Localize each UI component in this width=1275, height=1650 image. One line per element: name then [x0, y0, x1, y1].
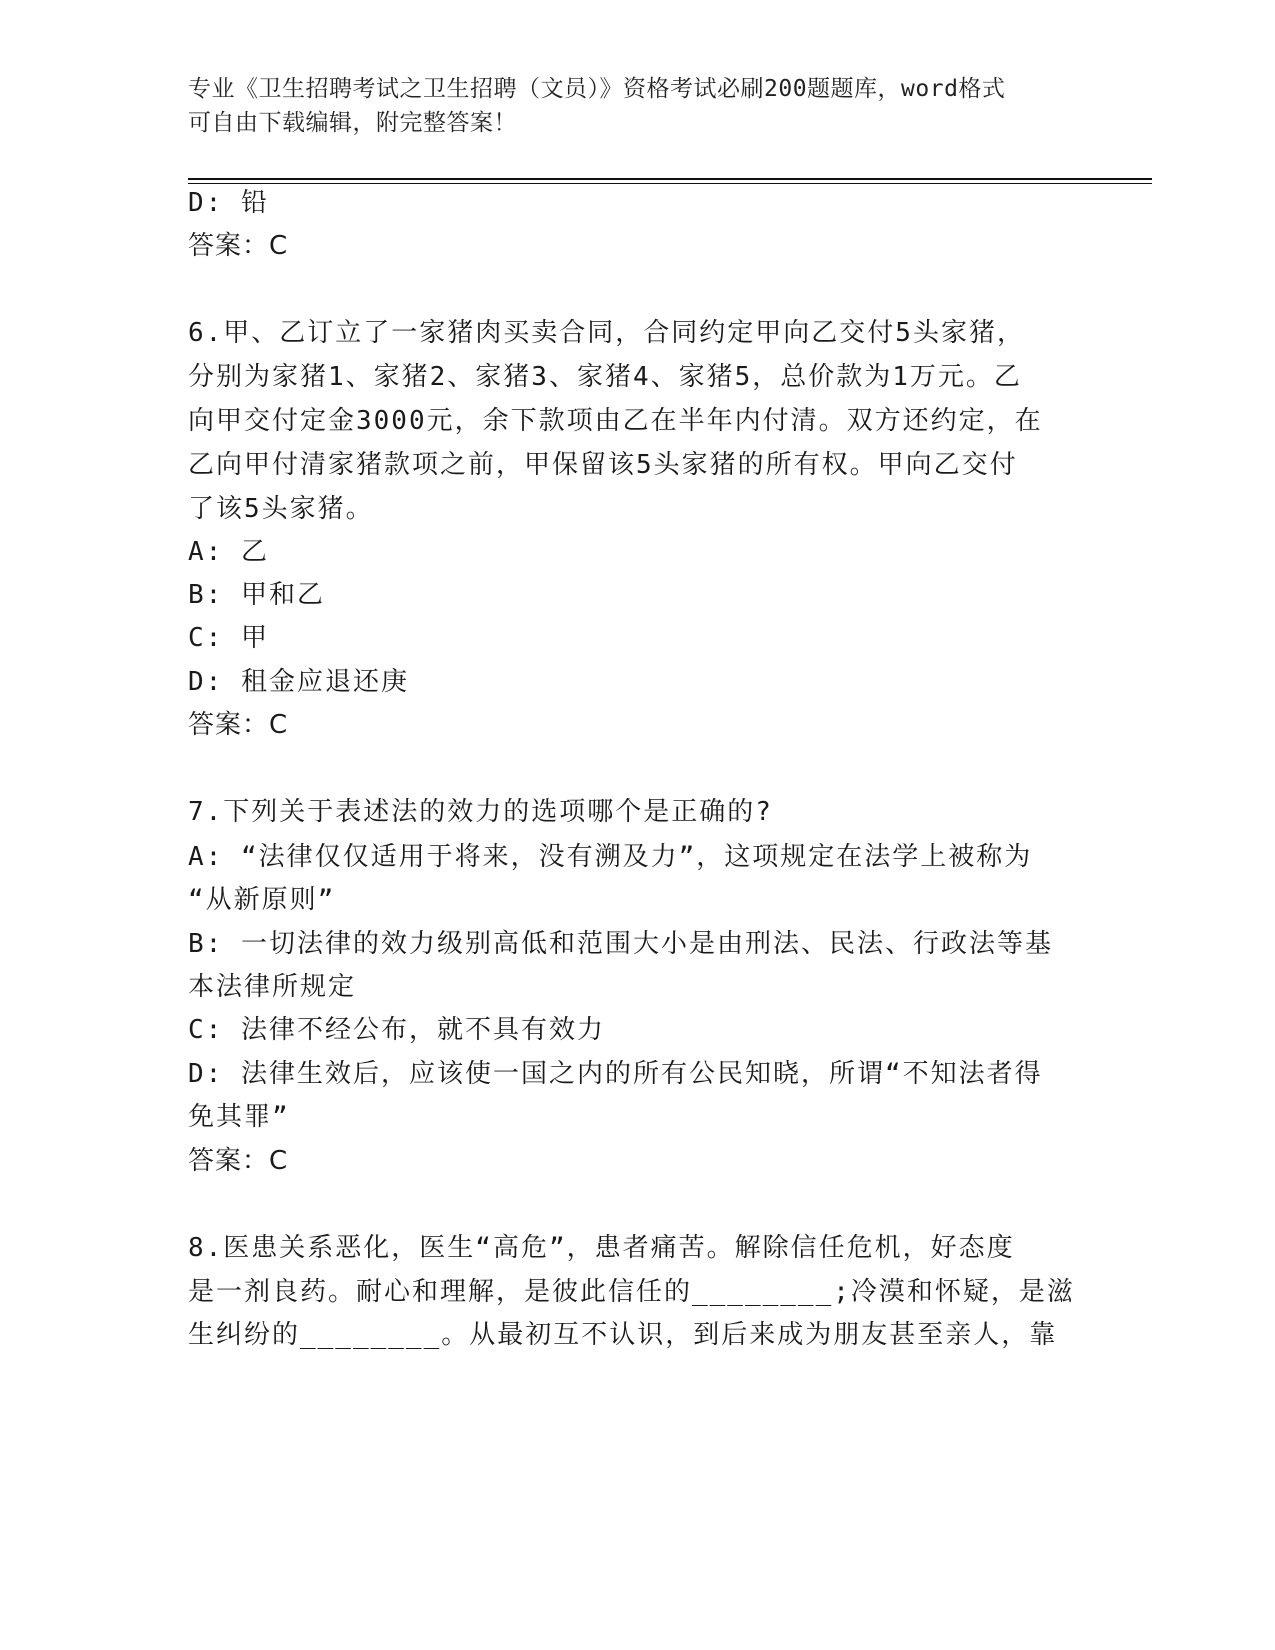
option-a: A: “法律仅仅适用于将来，没有溯及力”，这项规定在法学上被称为	[188, 842, 1033, 872]
option-d-cont: 免其罪”	[188, 1102, 290, 1132]
option-b-cont: 本法律所规定	[188, 972, 357, 1002]
option-d: D: 法律生效后，应该使一国之内的所有公民知晓，所谓“不知法者得	[188, 1059, 1043, 1089]
answer-line: 答案：C	[188, 1146, 289, 1176]
option-c: C: 法律不经公布，就不具有效力	[188, 1015, 605, 1045]
option-b: B: 一切法律的效力级别高低和范围大小是由刑法、民法、行政法等基	[188, 929, 1053, 959]
option-d: D: 铅	[188, 188, 269, 218]
question-8-line-1: 8.医患关系恶化，医生“高危”，患者痛苦。解除信任危机，好态度	[188, 1233, 1015, 1263]
question-6-line-4: 乙向甲付清家猪款项之前，甲保留该5头家猪的所有权。甲向乙交付	[188, 450, 1018, 480]
question-7-line-1: 7.下列关于表述法的效力的选项哪个是正确的?	[188, 797, 773, 827]
answer-line: 答案：C	[188, 710, 289, 740]
question-6-line-3: 向甲交付定金3000元，余下款项由乙在半年内付清。双方还约定，在	[188, 406, 1043, 436]
option-a-cont: “从新原则”	[188, 885, 336, 915]
header-line-2: 可自由下载编辑，附完整答案！	[188, 110, 517, 136]
option-b: B: 甲和乙	[188, 580, 325, 610]
answer-line: 答案：C	[188, 231, 289, 261]
question-8-line-3: 生纠纷的________。从最初互不认识，到后来成为朋友甚至亲人，靠	[188, 1320, 1058, 1350]
header-divider	[188, 178, 1152, 180]
question-6-line-5: 了该5头家猪。	[188, 494, 374, 524]
option-c: C: 甲	[188, 623, 269, 653]
header-divider-thin	[188, 183, 1152, 184]
option-d: D: 租金应退还庚	[188, 667, 409, 697]
question-6-line-1: 6.甲、乙订立了一家猪肉买卖合同，合同约定甲向乙交付5头家猪，	[188, 318, 1025, 348]
option-a: A: 乙	[188, 537, 269, 567]
question-6-line-2: 分别为家猪1、家猪2、家猪3、家猪4、家猪5，总价款为1万元。乙	[188, 362, 1022, 392]
question-8-line-2: 是一剂良药。耐心和理解，是彼此信任的________;冷漠和怀疑，是滋	[188, 1277, 1075, 1307]
page-header	[188, 72, 1088, 140]
header-line-1: 专业《卫生招聘考试之卫生招聘（文员）》资格考试必刷200题题库，word格式	[188, 76, 1006, 102]
